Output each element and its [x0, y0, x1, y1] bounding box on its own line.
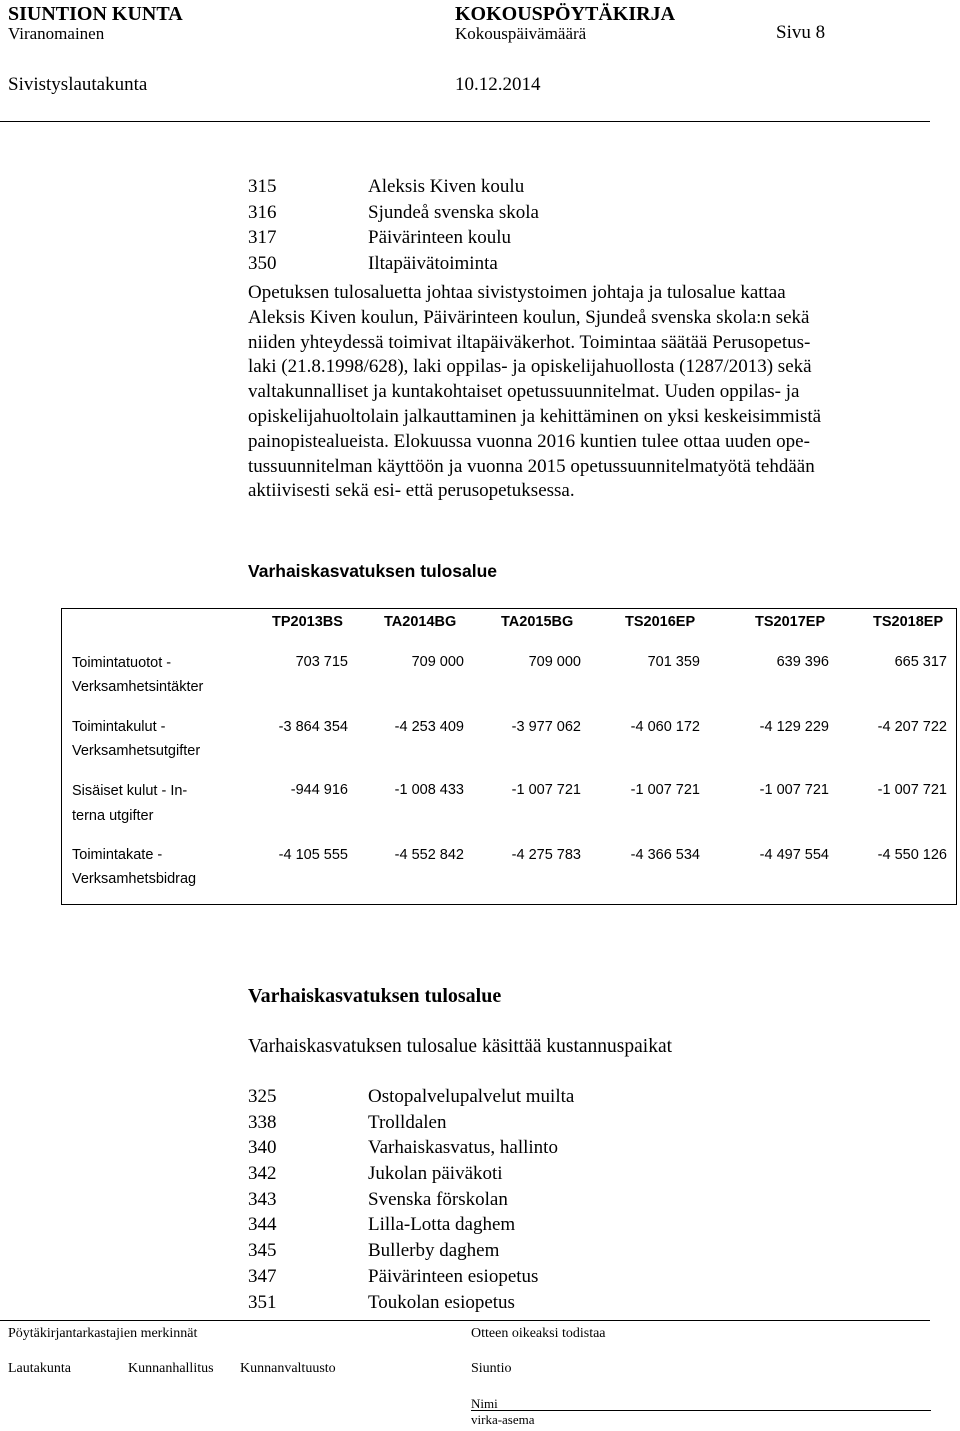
table-cell: -4 550 126 [877, 847, 947, 863]
table-cell: -4 129 229 [759, 719, 829, 735]
table-cell: 703 715 [295, 654, 348, 670]
budget-table [61, 608, 957, 905]
row-label: Sisäiset kulut - In- [72, 783, 188, 799]
table-cell: -4 060 172 [630, 719, 700, 735]
document-type: KOKOUSPÖYTÄKIRJA [455, 3, 676, 25]
table-cell: -944 916 [290, 782, 348, 798]
column-header: TA2015BG [501, 614, 574, 630]
row-label: Verksamhetsbidrag [72, 871, 197, 887]
table-cell: -4 366 534 [630, 847, 700, 863]
municipality-name: SIUNTION KUNTA [8, 3, 183, 25]
footer-body-council: Kunnanhallitus [128, 1361, 214, 1376]
table-cell: -1 007 721 [511, 782, 581, 798]
table-cell: -3 977 062 [511, 719, 581, 735]
authority-name: Sivistyslautakunta [8, 74, 148, 95]
meeting-date-label: Kokouspäivämäärä [455, 24, 587, 43]
column-header: TP2013BS [272, 614, 343, 630]
description-paragraph: Opetuksen tulosaluetta johtaa sivistystoimen johtaja ja tulosalue kattaa Aleksis Kiven koulun, Päivärinteen koulun, Sjundeå svenska skola:n sekä niiden yhteydessä toimivat iltapäiväkerhot. Toimintaa säätää Perusopetus- laki (21.8.1998/628), laki oppilas- ja opiskelijahuollosta (1287/2013) sekä valtakunnalliset ja kuntakohtaiset opetussuunnitelmat. Uuden oppilas- ja opiskelijahuoltolain jalkauttaminen ja kehittäminen on yksi keskeisimmistä painopistealueista. Elokuussa vuonna 2016 kuntien tulee ottaa uuden ope- tussuunnitelman käyttöön ja vuonna 2015 opetussuunnitelmatyötä tehdään aktiivisesti sekä esi- että perusopetuksessa. [248, 282, 822, 502]
row-label: Verksamhetsutgifter [72, 743, 201, 759]
row-label: Toimintakulut - [72, 719, 166, 735]
column-header: TS2016EP [625, 614, 696, 630]
table-cell: -1 008 433 [394, 782, 464, 798]
table-cell: 701 359 [647, 654, 700, 670]
table-cell: -4 275 783 [511, 847, 581, 863]
table-cell: -4 105 555 [278, 847, 348, 863]
certified-copy-title: Otteen oikeaksi todistaa [471, 1326, 606, 1341]
table-cell: -1 007 721 [630, 782, 700, 798]
table-cell: -1 007 721 [759, 782, 829, 798]
footer-body-board: Lautakunta [8, 1361, 71, 1376]
column-header: TS2017EP [755, 614, 826, 630]
row-label: terna utgifter [72, 808, 154, 824]
footer-divider [0, 1320, 930, 1321]
table-cell: -4 207 722 [877, 719, 947, 735]
table-cell: -4 552 842 [394, 847, 464, 863]
header-divider [0, 121, 930, 122]
meeting-date: 10.12.2014 [455, 74, 541, 95]
section-intro: Varhaiskasvatuksen tulosalue käsittää kustannuspaikat [248, 1036, 673, 1057]
table-cell: -1 007 721 [877, 782, 947, 798]
table-cell: -3 864 354 [278, 719, 348, 735]
table-cell: 709 000 [411, 654, 464, 670]
row-label: Toimintatuotot - [72, 655, 172, 671]
table-cell: 639 396 [776, 654, 829, 670]
signature-line [471, 1410, 931, 1411]
footer-position: virka-asema [471, 1412, 535, 1427]
table-cell: 665 317 [894, 654, 947, 670]
reviewers-notes-title: Pöytäkirjantarkastajien merkinnät [8, 1326, 198, 1341]
row-label: Verksamhetsintäkter [72, 679, 204, 695]
table-cell: -4 253 409 [394, 719, 464, 735]
table-cell: 709 000 [528, 654, 581, 670]
authority-label: Viranomainen [8, 24, 105, 43]
footer-place: Siuntio [471, 1361, 512, 1376]
table-cell: -4 497 554 [759, 847, 829, 863]
section-title-early-education: Varhaiskasvatuksen tulosalue [248, 985, 502, 1007]
section-title-financials: Varhaiskasvatuksen tulosalue [248, 561, 498, 581]
page-number: Sivu 8 [776, 22, 826, 43]
column-header: TS2018EP [873, 614, 944, 630]
footer-name: Nimi [471, 1396, 498, 1411]
column-header: TA2014BG [384, 614, 457, 630]
footer-body-assembly: Kunnanvaltuusto [240, 1361, 336, 1376]
row-label: Toimintakate - [72, 847, 163, 863]
